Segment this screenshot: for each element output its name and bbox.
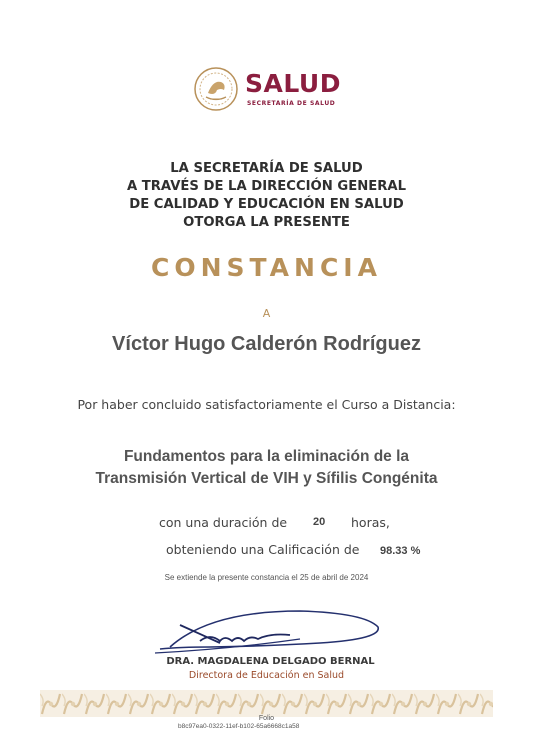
logo-wordmark: SALUD xyxy=(245,69,341,98)
completion-statement: Por haber concluido satisfactoriamente el Curso a Distancia: xyxy=(77,397,456,412)
issue-date-statement: Se extiende la presente constancia el 25 de abril de 2024 xyxy=(164,573,369,582)
duration-prefix: con una duración de xyxy=(159,515,288,530)
logo-subtitle: SECRETARÍA DE SALUD xyxy=(247,100,336,107)
grade-prefix: obteniendo una Calificación de xyxy=(166,542,360,557)
duration-value: 20 xyxy=(313,516,326,528)
salud-logo xyxy=(193,66,353,116)
recipient-name: Víctor Hugo Calderón Rodríguez xyxy=(112,333,421,355)
handwritten-signature xyxy=(150,603,390,663)
course-title-line-1: Fundamentos para la eliminación de la xyxy=(123,448,410,465)
folio-label: Folio xyxy=(258,715,275,722)
signer-name: DRA. MAGDALENA DELGADO BERNAL xyxy=(166,656,375,667)
header-line-2: A TRAVÉS DE LA DIRECCIÓN GENERAL xyxy=(126,179,407,194)
header-line-3: DE CALIDAD Y EDUCACIÓN EN SALUD xyxy=(129,197,404,212)
decorative-border xyxy=(40,690,493,717)
grade-value: 98.33 % xyxy=(380,545,421,557)
preposition: A xyxy=(262,307,271,320)
certificate-title: CONSTANCIA xyxy=(151,253,382,282)
course-title-line-2: Transmisión Vertical de VIH y Sífilis Congénita xyxy=(95,470,438,487)
mexico-seal-icon xyxy=(193,66,239,112)
signer-role: Directora de Educación en Salud xyxy=(188,670,345,681)
duration-suffix: horas, xyxy=(351,515,390,530)
folio-id: b8c97ea0-0322-11ef-b102-65a6668c1a58 xyxy=(178,723,300,730)
header-line-1: LA SECRETARÍA DE SALUD xyxy=(170,161,363,176)
header-line-4: OTORGA LA PRESENTE xyxy=(183,215,350,230)
